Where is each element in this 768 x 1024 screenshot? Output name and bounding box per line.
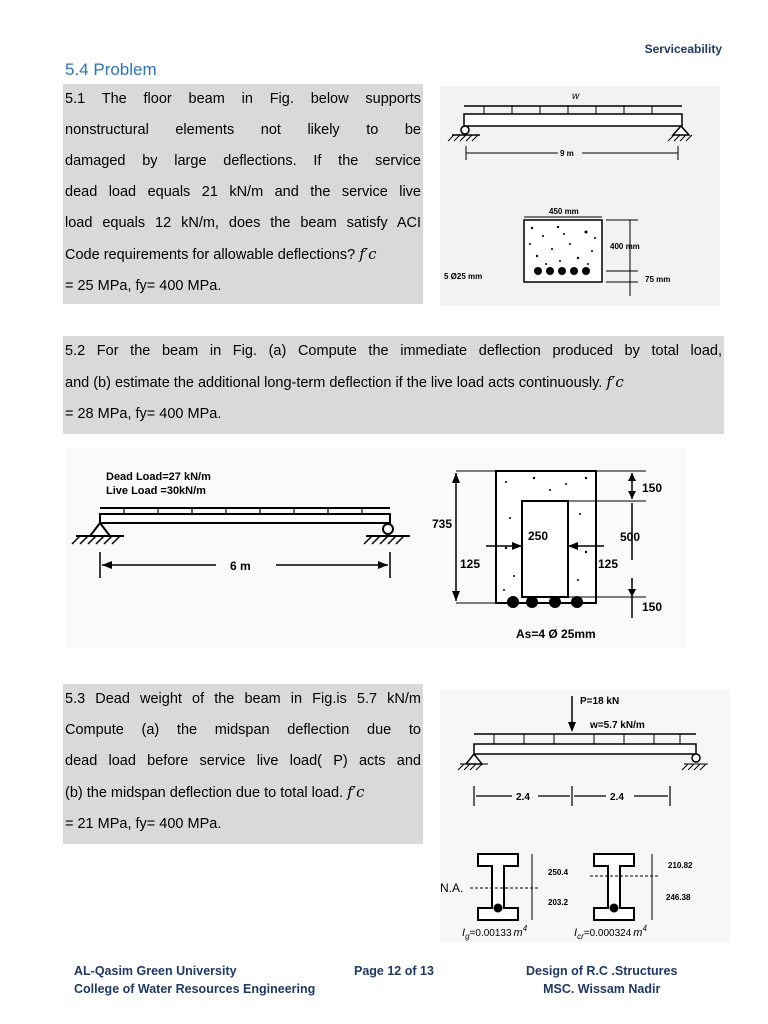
icr-unit: m bbox=[633, 927, 643, 939]
figure-5-1 bbox=[440, 86, 720, 306]
width-label: 450 mm bbox=[549, 207, 579, 216]
icr-exponent: 4 bbox=[642, 924, 647, 933]
problem-line: Compute (a) the midspan deflection due to bbox=[65, 722, 421, 738]
bottom-label: 150 bbox=[642, 600, 663, 614]
problem-line: 5.2 For the beam in Fig. (a) Compute the immediate deflection produced by total load, bbox=[65, 343, 722, 359]
problem-line: = 21 MPa, fy= 400 MPa. bbox=[65, 816, 222, 832]
load-label: w bbox=[572, 91, 580, 102]
right-span-label: 2.4 bbox=[610, 792, 624, 803]
span-label: 6 m bbox=[230, 559, 251, 573]
problem-5-1 bbox=[63, 84, 423, 304]
problem-line: = 28 MPa, fy= 400 MPa. bbox=[65, 406, 222, 422]
point-load-label: P=18 kN bbox=[580, 696, 620, 707]
footer-university: AL-Qasim Green University bbox=[74, 964, 237, 978]
steel-label: As=4 Ø 25mm bbox=[516, 627, 596, 641]
left-span-label: 2.4 bbox=[516, 792, 530, 803]
figure-5-3 bbox=[440, 690, 730, 942]
fc-symbol: f′c bbox=[606, 373, 624, 391]
ig-value: =0.00133 bbox=[469, 928, 512, 939]
icr-value: =0.000324 bbox=[583, 928, 632, 939]
problem-5-2 bbox=[63, 336, 724, 434]
ig-exponent: 4 bbox=[522, 924, 528, 933]
problem-line: and (b) estimate the additional long-term deflection if the live load acts continuously. bbox=[65, 375, 603, 391]
problem-line: damaged by large deflections. If the service bbox=[65, 153, 421, 169]
footer-course: Design of R.C .Structures bbox=[526, 964, 678, 978]
top-label: 150 bbox=[642, 481, 663, 495]
problem-line: nonstructural elements not likely to be bbox=[65, 122, 421, 138]
right-wall-label: 125 bbox=[598, 557, 619, 571]
inner-width-label: 250 bbox=[528, 529, 549, 543]
problem-line: (b) the midspan deflection due to total load. bbox=[65, 785, 344, 801]
problem-line: dead load equals 21 kN/m and the service live bbox=[65, 184, 421, 200]
fc-symbol: f′c bbox=[347, 783, 365, 801]
problem-line: = 25 MPa, fy= 400 MPa. bbox=[65, 278, 222, 294]
ig-subscript: g bbox=[465, 932, 470, 941]
dead-load-label: Dead Load=27 kN/m bbox=[106, 471, 211, 483]
fc-symbol: f′c bbox=[359, 245, 377, 263]
ig-symbol: I bbox=[462, 927, 466, 939]
running-header: Serviceability bbox=[644, 42, 722, 56]
icr-subscript: cr bbox=[577, 932, 584, 941]
left-wall-label: 125 bbox=[460, 557, 481, 571]
footer-college: College of Water Resources Engineering bbox=[74, 982, 316, 996]
footer-left bbox=[74, 962, 315, 998]
icr-bottom-label: 246.38 bbox=[666, 893, 691, 902]
icr-symbol: I bbox=[574, 927, 578, 939]
icr-top-label: 210.82 bbox=[668, 861, 693, 870]
bars-label: 5 Ø25 mm bbox=[444, 272, 483, 281]
problem-line: Code requirements for allowable deflections? bbox=[65, 247, 356, 263]
hollow-label: 500 bbox=[620, 530, 641, 544]
figure-5-2 bbox=[66, 448, 686, 648]
ig-bottom-label: 203.2 bbox=[548, 898, 569, 907]
problem-line: 5.3 Dead weight of the beam in Fig.is 5.7 kN/m bbox=[65, 691, 421, 707]
footer-author: MSC. Wissam Nadir bbox=[543, 982, 661, 996]
ig-unit: m bbox=[513, 927, 523, 939]
neutral-axis-label: N.A. bbox=[440, 881, 464, 895]
footer-right bbox=[526, 962, 677, 998]
live-load-label: Live Load =30kN/m bbox=[106, 485, 206, 497]
footer-page-number: Page 12 of 13 bbox=[354, 964, 434, 978]
problem-5-3 bbox=[63, 684, 423, 844]
problem-line: dead load before service live load( P) acts and bbox=[65, 753, 421, 769]
span-label: 9 m bbox=[560, 149, 574, 158]
problem-line: load equals 12 kN/m, does the beam satisfy ACI bbox=[65, 215, 421, 231]
depth-label: 400 mm bbox=[610, 242, 640, 251]
section-title: 5.4 Problem bbox=[65, 60, 157, 79]
problem-line: 5.1 The floor beam in Fig. below supports bbox=[65, 91, 421, 107]
ig-top-label: 250.4 bbox=[548, 868, 569, 877]
height-label: 735 bbox=[432, 517, 453, 531]
udl-label: w=5.7 kN/m bbox=[590, 720, 645, 731]
cover-label: 75 mm bbox=[645, 275, 671, 284]
